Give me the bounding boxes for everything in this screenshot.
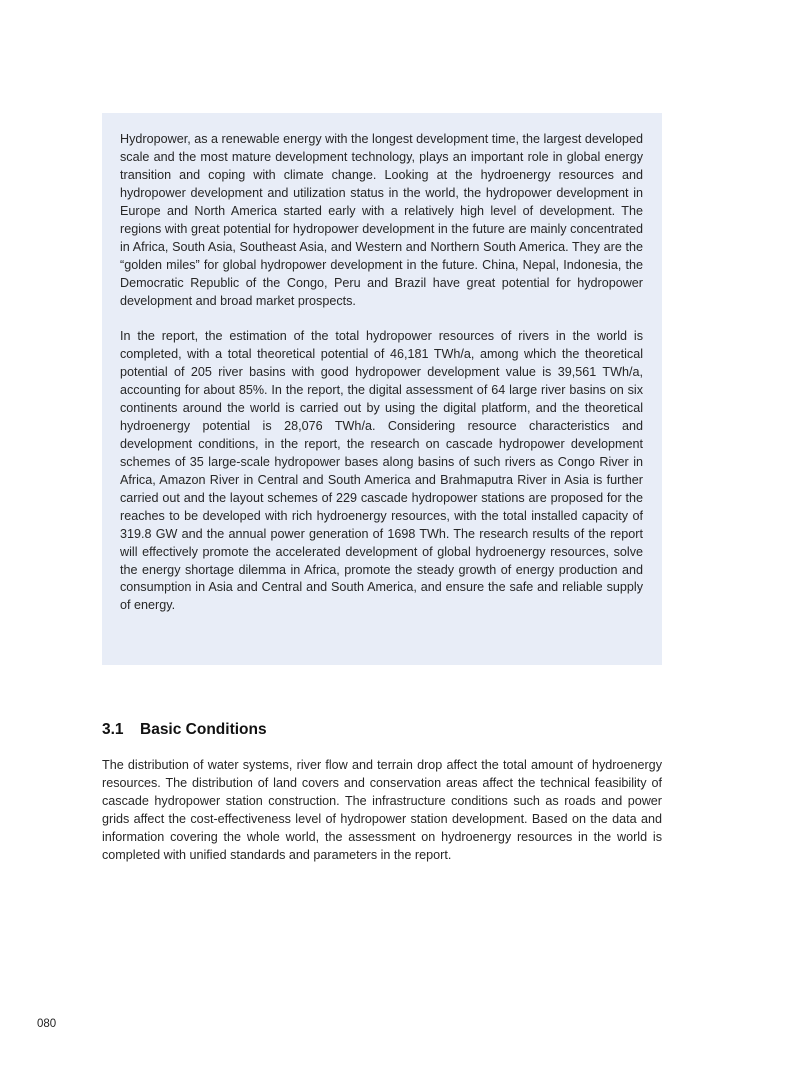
section-body-paragraph: The distribution of water systems, river flow and terrain drop affect the total amount of hydroenergy resources. The distribution of land covers and conservation areas affect the technical feasibility of cascade hydropower station construction. The infrastructure conditions such as roads and power grids affect the cost-effectiveness level of hydropower station development. Based on the data and information covering the whole world, the assessment on hydroenergy resources in the world is completed with unified standards and parameters in the report. bbox=[102, 758, 662, 862]
summary-box bbox=[102, 113, 662, 665]
summary-paragraph: Hydropower, as a renewable energy with the longest development time, the largest developed scale and the most mature development technology, plays an important role in global energy transition and coping with climate change. Looking at the hydroenergy resources and hydropower development and utilization status in the world, the hydropower development in Europe and North America started early with a relatively high level of development. The regions with great potential for hydropower development in the future are mainly concentrated in Africa, South Asia, Southeast Asia, and Western and Northern South America. They are the “golden miles” for global hydropower development in the future. China, Nepal, Indonesia, the Democratic Republic of the Congo, Peru and Brazil have great potential for hydropower development and broad market prospects. bbox=[120, 132, 643, 308]
summary-paragraph: In the report, the estimation of the total hydropower resources of rivers in the world is completed, with a total theoretical potential of 46,181 TWh/a, among which the theoretical potential of 205 river basins with good hydropower development value is 39,561 TWh/a, accounting for about 85%. In the report, the digital assessment of 64 large river basins on six continents around the world is carried out by using the digital platform, and the theoretical hydroenergy potential is 28,076 TWh/a. Considering resource characteristics and development conditions, in the report, the research on cascade hydropower development schemes of 35 large-scale hydropower bases along basins of such rivers as Congo River in Africa, Amazon River in Central and South America and Brahmaputra River in Asia is further carried out and the layout schemes of 229 cascade hydropower stations are proposed for the reaches to be developed with rich hydroenergy resources, with the total installed capacity of 319.8 GW and the annual power generation of 1698 TWh. The research results of the report will effectively promote the accelerated development of global hydroenergy resources, solve the energy shortage dilemma in Africa, promote the steady growth of energy production and consumption in Asia and Central and South America, and ensure the safe and reliable supply of energy. bbox=[120, 329, 643, 613]
page-number: 080 bbox=[37, 1018, 57, 1030]
section-number: 3.1 bbox=[102, 721, 124, 738]
section-title: Basic Conditions bbox=[140, 721, 267, 738]
section-heading bbox=[102, 719, 267, 741]
